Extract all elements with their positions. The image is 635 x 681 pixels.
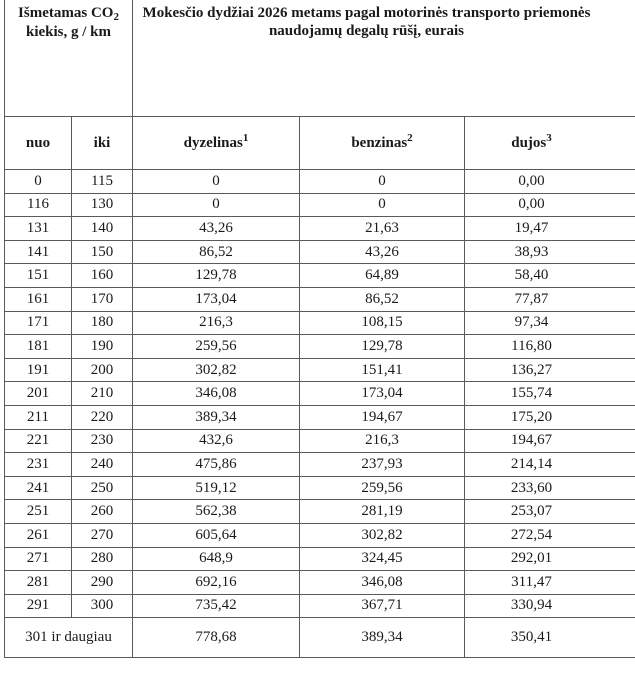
- cell-petrol: 302,82: [300, 523, 465, 547]
- cell-from: 181: [5, 335, 72, 359]
- cell-diesel: 475,86: [133, 453, 300, 477]
- cell-petrol: 216,3: [300, 429, 465, 453]
- cell-petrol: 389,34: [300, 618, 465, 658]
- cell-petrol: 259,56: [300, 476, 465, 500]
- cell-to: 250: [72, 476, 133, 500]
- cell-diesel: 735,42: [133, 594, 300, 618]
- cell-gas: 292,01: [465, 547, 635, 571]
- cell-diesel: 605,64: [133, 523, 300, 547]
- cell-from: 231: [5, 453, 72, 477]
- cell-from: 271: [5, 547, 72, 571]
- cell-petrol: 21,63: [300, 217, 465, 241]
- table-row: [5, 240, 635, 264]
- cell-petrol: 43,26: [300, 240, 465, 264]
- cell-from: 281: [5, 571, 72, 595]
- cell-diesel: 43,26: [133, 217, 300, 241]
- cell-petrol: 237,93: [300, 453, 465, 477]
- cell-gas: 58,40: [465, 264, 635, 288]
- cell-from: 161: [5, 287, 72, 311]
- table-row: [5, 429, 635, 453]
- table-row: [5, 311, 635, 335]
- cell-gas: 38,93: [465, 240, 635, 264]
- cell-petrol: 194,67: [300, 405, 465, 429]
- cell-petrol: 281,19: [300, 500, 465, 524]
- table-row: [5, 264, 635, 288]
- cell-petrol: 129,78: [300, 335, 465, 359]
- cell-to: 210: [72, 382, 133, 406]
- cell-to: 130: [72, 193, 133, 217]
- table-row: [5, 217, 635, 241]
- cell-to: 270: [72, 523, 133, 547]
- cell-petrol: 0: [300, 193, 465, 217]
- cell-from: 116: [5, 193, 72, 217]
- cell-gas: 19,47: [465, 217, 635, 241]
- column-header-from: nuo: [5, 117, 72, 170]
- cell-gas: 214,14: [465, 453, 635, 477]
- table-row-last: [5, 618, 635, 658]
- cell-to: 140: [72, 217, 133, 241]
- diesel-label: dyzelinas: [183, 134, 243, 151]
- cell-diesel: 86,52: [133, 240, 300, 264]
- cell-to: 280: [72, 547, 133, 571]
- cell-petrol: 64,89: [300, 264, 465, 288]
- table-row: [5, 193, 635, 217]
- tax-amount-header: Mokesčio dydžiai 2026 metams pagal motorinės transporto priemonės naudojamų degalų rūšį, eurais: [133, 0, 635, 117]
- vehicle-tax-table: [4, 0, 635, 658]
- cell-gas: 155,74: [465, 382, 635, 406]
- cell-to: 170: [72, 287, 133, 311]
- table-row: [5, 358, 635, 382]
- cell-to: 240: [72, 453, 133, 477]
- cell-to: 180: [72, 311, 133, 335]
- cell-diesel: 302,82: [133, 358, 300, 382]
- cell-from: 191: [5, 358, 72, 382]
- cell-diesel: 432,6: [133, 429, 300, 453]
- cell-gas: 194,67: [465, 429, 635, 453]
- cell-gas: 116,80: [465, 335, 635, 359]
- cell-gas: 311,47: [465, 571, 635, 595]
- table-row: [5, 382, 635, 406]
- table-row: [5, 453, 635, 477]
- cell-petrol: 108,15: [300, 311, 465, 335]
- cell-gas: 0,00: [465, 193, 635, 217]
- cell-from: 241: [5, 476, 72, 500]
- cell-gas: 253,07: [465, 500, 635, 524]
- cell-from: 251: [5, 500, 72, 524]
- table-body: [5, 170, 635, 658]
- gas-footnote-mark: 3: [546, 131, 552, 144]
- cell-diesel: 259,56: [133, 335, 300, 359]
- cell-diesel: 173,04: [133, 287, 300, 311]
- cell-from: 211: [5, 405, 72, 429]
- cell-from: 261: [5, 523, 72, 547]
- cell-gas: 0,00: [465, 170, 635, 194]
- cell-petrol: 86,52: [300, 287, 465, 311]
- cell-from: 221: [5, 429, 72, 453]
- table-row: [5, 547, 635, 571]
- cell-gas: 136,27: [465, 358, 635, 382]
- cell-diesel: 648,9: [133, 547, 300, 571]
- table-row: [5, 523, 635, 547]
- co2-emission-header: [5, 0, 133, 117]
- cell-gas: 350,41: [465, 618, 635, 658]
- cell-from: 141: [5, 240, 72, 264]
- cell-petrol: 346,08: [300, 571, 465, 595]
- cell-to: 220: [72, 405, 133, 429]
- column-header-row: [5, 117, 635, 170]
- table-row: [5, 170, 635, 194]
- diesel-footnote-mark: 1: [242, 131, 249, 144]
- cell-diesel: 692,16: [133, 571, 300, 595]
- cell-gas: 77,87: [465, 287, 635, 311]
- cell-diesel: 0: [133, 193, 300, 217]
- cell-to: 200: [72, 358, 133, 382]
- column-header-to: iki: [72, 117, 133, 170]
- cell-to: 290: [72, 571, 133, 595]
- cell-to: 150: [72, 240, 133, 264]
- cell-to: 160: [72, 264, 133, 288]
- table-row: [5, 571, 635, 595]
- cell-diesel: 562,38: [133, 500, 300, 524]
- cell-gas: 272,54: [465, 523, 635, 547]
- petrol-footnote-mark: 2: [407, 131, 413, 144]
- petrol-label: benzinas: [351, 134, 408, 151]
- table-header-row: [5, 0, 635, 117]
- cell-gas: 233,60: [465, 476, 635, 500]
- co2-label-post: kiekis, g / km: [25, 24, 112, 40]
- cell-from: 151: [5, 264, 72, 288]
- cell-diesel: 346,08: [133, 382, 300, 406]
- cell-from: 291: [5, 594, 72, 618]
- table-row: [5, 287, 635, 311]
- column-header-petrol: [300, 117, 465, 170]
- table-row: [5, 594, 635, 618]
- cell-from: 0: [5, 170, 72, 194]
- cell-range: 301 ir daugiau: [5, 618, 133, 658]
- cell-petrol: 0: [300, 170, 465, 194]
- table-row: [5, 476, 635, 500]
- cell-gas: 175,20: [465, 405, 635, 429]
- cell-petrol: 151,41: [300, 358, 465, 382]
- cell-petrol: 367,71: [300, 594, 465, 618]
- cell-gas: 330,94: [465, 594, 635, 618]
- cell-to: 300: [72, 594, 133, 618]
- cell-petrol: 173,04: [300, 382, 465, 406]
- cell-gas: 97,34: [465, 311, 635, 335]
- cell-diesel: 778,68: [133, 618, 300, 658]
- cell-to: 230: [72, 429, 133, 453]
- table-row: [5, 405, 635, 429]
- cell-to: 115: [72, 170, 133, 194]
- column-header-gas: [465, 117, 635, 170]
- table-row: [5, 335, 635, 359]
- cell-to: 190: [72, 335, 133, 359]
- gas-label: dujos: [511, 134, 547, 151]
- cell-diesel: 129,78: [133, 264, 300, 288]
- cell-petrol: 324,45: [300, 547, 465, 571]
- cell-diesel: 216,3: [133, 311, 300, 335]
- cell-from: 201: [5, 382, 72, 406]
- cell-diesel: 519,12: [133, 476, 300, 500]
- cell-from: 171: [5, 311, 72, 335]
- co2-subscript: 2: [113, 11, 119, 23]
- cell-diesel: 0: [133, 170, 300, 194]
- table-row: [5, 500, 635, 524]
- co2-label-pre: Išmetamas CO: [18, 5, 114, 21]
- cell-diesel: 389,34: [133, 405, 300, 429]
- cell-from: 131: [5, 217, 72, 241]
- column-header-diesel: [133, 117, 300, 170]
- cell-to: 260: [72, 500, 133, 524]
